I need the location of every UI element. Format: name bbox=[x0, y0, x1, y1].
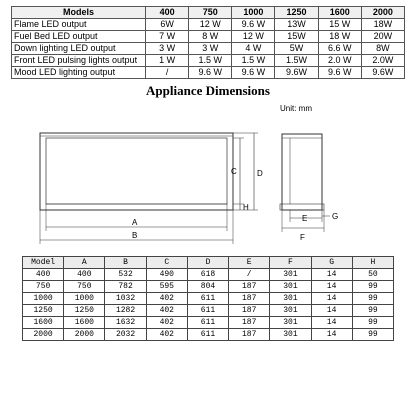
led-cell: 12 W bbox=[232, 31, 275, 43]
dim-cell: 301 bbox=[270, 269, 311, 281]
front-outer-frame bbox=[40, 133, 233, 210]
label-c: C bbox=[231, 167, 237, 176]
led-header-cell: Models bbox=[12, 7, 146, 19]
led-cell: 7 W bbox=[146, 31, 189, 43]
front-bottom-trim bbox=[46, 204, 227, 210]
table-row bbox=[12, 43, 405, 55]
led-cell: 1 W bbox=[146, 55, 189, 67]
side-front-lip bbox=[280, 204, 324, 210]
dim-header-cell: Model bbox=[23, 257, 64, 269]
led-cell: 6.6 W bbox=[318, 43, 361, 55]
led-cell: 13W bbox=[275, 19, 318, 31]
led-cell: 9.6 W bbox=[189, 67, 232, 79]
led-cell: 9.6W bbox=[275, 67, 318, 79]
led-cell: 2.0W bbox=[361, 55, 404, 67]
dim-cell: 187 bbox=[229, 305, 270, 317]
dim-cell: 187 bbox=[229, 281, 270, 293]
dim-cell: 301 bbox=[270, 317, 311, 329]
led-cell: 9.6 W bbox=[318, 67, 361, 79]
led-cell: 6W bbox=[146, 19, 189, 31]
dim-cell: 301 bbox=[270, 329, 311, 341]
table-row bbox=[23, 293, 394, 305]
table-row bbox=[12, 55, 405, 67]
dim-cell: 804 bbox=[187, 281, 228, 293]
dim-header-cell: F bbox=[270, 257, 311, 269]
dim-cell: 14 bbox=[311, 317, 352, 329]
led-table-header-row bbox=[12, 7, 405, 19]
dim-cell: 99 bbox=[352, 305, 393, 317]
dim-cell: 400 bbox=[23, 269, 64, 281]
dim-cell: 187 bbox=[229, 317, 270, 329]
dim-header-cell: C bbox=[146, 257, 187, 269]
dim-cell: 14 bbox=[311, 305, 352, 317]
label-h: H bbox=[243, 203, 249, 212]
dim-cell: 1000 bbox=[64, 293, 105, 305]
dim-cell: 1250 bbox=[64, 305, 105, 317]
led-cell: 2.0 W bbox=[318, 55, 361, 67]
led-cell: 1.5W bbox=[275, 55, 318, 67]
dim-cell: 611 bbox=[187, 305, 228, 317]
led-cell: 4 W bbox=[232, 43, 275, 55]
led-cell: 9.6W bbox=[361, 67, 404, 79]
label-d: D bbox=[257, 169, 263, 178]
dim-cell: 99 bbox=[352, 317, 393, 329]
dim-cell: / bbox=[229, 269, 270, 281]
led-cell: 18 W bbox=[318, 31, 361, 43]
dim-header-cell: E bbox=[229, 257, 270, 269]
dim-cell: 1000 bbox=[23, 293, 64, 305]
label-g: G bbox=[332, 212, 339, 221]
led-header-cell: 2000 bbox=[361, 7, 404, 19]
dim-cell: 618 bbox=[187, 269, 228, 281]
led-cell: 8W bbox=[361, 43, 404, 55]
dim-table-header-row bbox=[23, 257, 394, 269]
front-view bbox=[40, 133, 258, 244]
dim-cell: 187 bbox=[229, 329, 270, 341]
dim-cell: 402 bbox=[146, 317, 187, 329]
led-cell: 1.5 W bbox=[232, 55, 275, 67]
table-row bbox=[12, 19, 405, 31]
label-f: F bbox=[300, 233, 305, 242]
led-cell: / bbox=[146, 67, 189, 79]
dim-cell: 14 bbox=[311, 281, 352, 293]
dim-cell: 611 bbox=[187, 293, 228, 305]
table-row bbox=[23, 329, 394, 341]
dim-cell: 1250 bbox=[23, 305, 64, 317]
dim-cell: 1282 bbox=[105, 305, 146, 317]
unit-label: Unit: mm bbox=[280, 104, 312, 113]
dim-cell: 611 bbox=[187, 317, 228, 329]
led-cell: 18W bbox=[361, 19, 404, 31]
led-row-label: Down lighting LED output bbox=[12, 43, 146, 55]
led-cell: 3 W bbox=[146, 43, 189, 55]
dim-cell: 1600 bbox=[23, 317, 64, 329]
led-cell: 15 W bbox=[318, 19, 361, 31]
dim-header-cell: G bbox=[311, 257, 352, 269]
led-header-cell: 1600 bbox=[318, 7, 361, 19]
dim-cell: 611 bbox=[187, 329, 228, 341]
label-a: A bbox=[132, 218, 138, 227]
dim-cell: 595 bbox=[146, 281, 187, 293]
dim-cell: 1600 bbox=[64, 317, 105, 329]
dim-header-cell: A bbox=[64, 257, 105, 269]
led-header-cell: 1250 bbox=[275, 7, 318, 19]
dim-cell: 2000 bbox=[23, 329, 64, 341]
led-header-cell: 1000 bbox=[232, 7, 275, 19]
dim-cell: 490 bbox=[146, 269, 187, 281]
dim-cell: 50 bbox=[352, 269, 393, 281]
led-row-label: Mood LED lighting output bbox=[12, 67, 146, 79]
dim-cell: 99 bbox=[352, 293, 393, 305]
dim-cell: 782 bbox=[105, 281, 146, 293]
label-b: B bbox=[132, 231, 138, 240]
led-row-label: Fuel Bed LED output bbox=[12, 31, 146, 43]
led-row-label: Flame LED output bbox=[12, 19, 146, 31]
led-row-label: Front LED pulsing lights output bbox=[12, 55, 146, 67]
dim-cell: 14 bbox=[311, 329, 352, 341]
led-cell: 20W bbox=[361, 31, 404, 43]
dim-cell: 301 bbox=[270, 281, 311, 293]
led-cell: 9.6 W bbox=[232, 67, 275, 79]
dim-cell: 14 bbox=[311, 269, 352, 281]
dim-header-cell: B bbox=[105, 257, 146, 269]
dim-cell: 532 bbox=[105, 269, 146, 281]
table-row bbox=[23, 269, 394, 281]
dim-cell: 301 bbox=[270, 305, 311, 317]
table-row bbox=[12, 31, 405, 43]
dimension-diagram bbox=[0, 120, 416, 250]
dim-cell: 750 bbox=[64, 281, 105, 293]
table-row bbox=[23, 317, 394, 329]
dim-cell: 99 bbox=[352, 281, 393, 293]
led-cell: 12 W bbox=[189, 19, 232, 31]
dim-cell: 14 bbox=[311, 293, 352, 305]
table-row bbox=[23, 305, 394, 317]
dim-cell: 402 bbox=[146, 293, 187, 305]
led-cell: 3 W bbox=[189, 43, 232, 55]
table-row bbox=[12, 67, 405, 79]
dim-cell: 99 bbox=[352, 329, 393, 341]
section-title: Appliance Dimensions bbox=[146, 83, 270, 98]
dim-cell: 400 bbox=[64, 269, 105, 281]
led-cell: 5W bbox=[275, 43, 318, 55]
led-header-cell: 750 bbox=[189, 7, 232, 19]
side-body bbox=[282, 134, 322, 210]
table-row bbox=[23, 281, 394, 293]
led-cell: 1.5 W bbox=[189, 55, 232, 67]
led-header-cell: 400 bbox=[146, 7, 189, 19]
dim-cell: 1632 bbox=[105, 317, 146, 329]
led-output-table bbox=[11, 6, 405, 79]
front-glass-panel bbox=[46, 138, 227, 204]
dim-cell: 402 bbox=[146, 329, 187, 341]
led-cell: 9.6 W bbox=[232, 19, 275, 31]
dim-cell: 2000 bbox=[64, 329, 105, 341]
dim-cell: 402 bbox=[146, 305, 187, 317]
dim-header-cell: H bbox=[352, 257, 393, 269]
label-e: E bbox=[302, 214, 308, 223]
dim-cell: 1032 bbox=[105, 293, 146, 305]
dimensions-table bbox=[22, 256, 394, 341]
dim-cell: 301 bbox=[270, 293, 311, 305]
dim-cell: 187 bbox=[229, 293, 270, 305]
led-cell: 8 W bbox=[189, 31, 232, 43]
dim-cell: 2032 bbox=[105, 329, 146, 341]
dim-header-cell: D bbox=[187, 257, 228, 269]
led-cell: 15W bbox=[275, 31, 318, 43]
dim-cell: 750 bbox=[23, 281, 64, 293]
